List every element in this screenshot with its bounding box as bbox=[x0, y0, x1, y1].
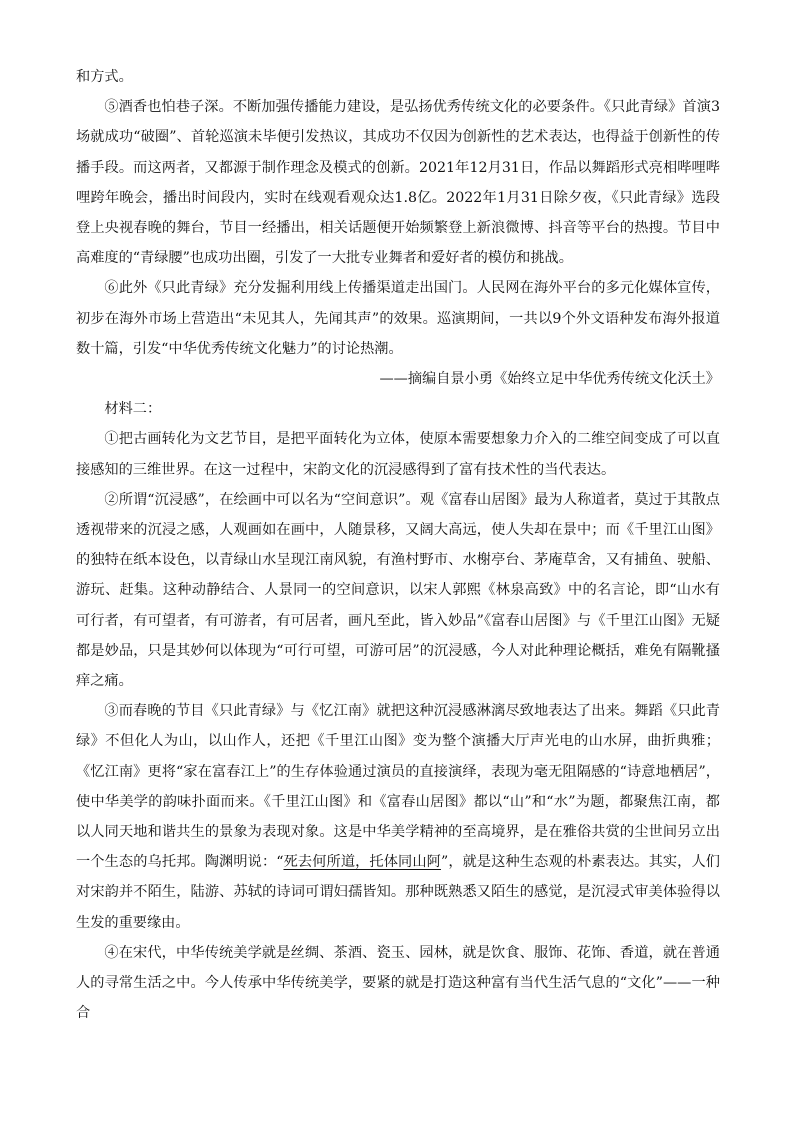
material-two-heading: 材料二： bbox=[104, 401, 162, 418]
material-two-paragraph-4: ④在宋代，中华传统美学就是丝绸、茶酒、瓷玉、园林，就是饮食、服饰、花饰、香道，就在普通人的寻常生活之中。今人传承中华传统美学，要紧的就是打造这种富有当代生活气息的“文化”——一种合 bbox=[76, 944, 720, 1022]
document-body bbox=[76, 62, 720, 1029]
paragraph-3-text-before: ③而春晚的节目《只此青绿》与《忆江南》就把这种沉浸感淋漓尽致地表达了出来。舞蹈《只此青绿》不但化人为山，以山作人，还把《千里江山图》变为整个演播大厅声光电的山水屏，曲折典雅；《忆江南》更将“家在富春江上”的生存体验通过演员的直接演绎，表现为毫无阻隔感的“诗意地栖居”，使中华美学的韵味扑面而来。《千里江山图》和《富春山居图》都以“山”和“水”为题，都聚焦江南，都以人同天地和谐共生的景象为表现对象。这是中华美学精神的至高境界，是在雅俗共赏的尘世间另立出一个生态的乌托邦。陶渊明说：“ bbox=[76, 703, 720, 871]
material-two-paragraph-2: ②所谓“沉浸感”，在绘画中可以名为“空间意识”。观《富春山居图》最为人称道者，莫过于其散点透视带来的沉浸之感，人观画如在画中，人随景移，又阔大高远，使人失却在景中；而《千里江山图》的独特在纸本设色，以青绿山水呈现江南风貌，有渔村野市、水榭亭台、茅庵草舍，又有捕鱼、驶船、游玩、赶集。这种动静结合、人景同一的空间意识，以宋人郭熙《林泉高致》中的名言论，即“山水有可行者，有可望者，有可游者，有可居者，画凡至此，皆入妙品”《富春山居图》与《千里江山图》无疑都是妙品，只是其妙何以体现为“可行可望，可游可居”的沉浸感，今人对此种理论概括，难免有隔靴搔痒之痛。 bbox=[76, 491, 720, 690]
paragraph-5: ⑤酒香也怕巷子深。不断加强传播能力建设，是弘扬优秀传统文化的必要条件。《只此青绿》首演3场就成功“破圈”、首轮巡演未毕便引发热议，其成功不仅因为创新性的艺术表达，也得益于创新性的传播手段。而这两者，又都源于制作理念及模式的创新。2021年12月31日，作品以舞蹈形式亮相哔哩哔哩跨年晚会，播出时间段内，实时在线观看观众达1.8亿。2022年1月31日除夕夜，《只此青绿》选段登上央视春晚的舞台，节目一经播出，相关话题便开始频繁登上新浪微博、抖音等平台的热搜。节目中高难度的“青绿腰”也成功出圈，引发了一大批专业舞者和爱好者的模仿和挑战。 bbox=[76, 99, 720, 267]
continued-line: 和方式。 bbox=[76, 69, 133, 85]
paragraph-6: ⑥此外《只此青绿》充分发掘利用线上传播渠道走出国门。人民网在海外平台的多元化媒体宣传，初步在海外市场上营造出“未见其人，先闻其声”的效果。巡演期间，一共以9个外文语种发布海外报道数十篇，引发“中华优秀传统文化魅力”的讨论热潮。 bbox=[76, 280, 720, 357]
paragraph-3-text-after: ”，就是这种生态观的朴素表达。其实，人们对宋韵并不陌生，陆游、苏轼的诗词可谓妇孺皆知。那种既熟悉又陌生的感觉，是沉浸式审美体验得以生发的重要缘由。 bbox=[76, 854, 720, 931]
material-two-paragraph-1: ①把古画转化为文艺节目，是把平面转化为立体，使原本需要想象力介入的二维空间变成了可以直接感知的三维世界。在这一过程中，宋韵文化的沉浸感得到了富有技术性的当代表达。 bbox=[76, 431, 720, 478]
material-two-paragraph-3 bbox=[76, 696, 720, 938]
underlined-quote: 死去何所道，托体同山阿 bbox=[283, 854, 441, 871]
source-citation: ——摘编自景小勇《始终立足中华优秀传统文化沃土》 bbox=[379, 371, 720, 388]
